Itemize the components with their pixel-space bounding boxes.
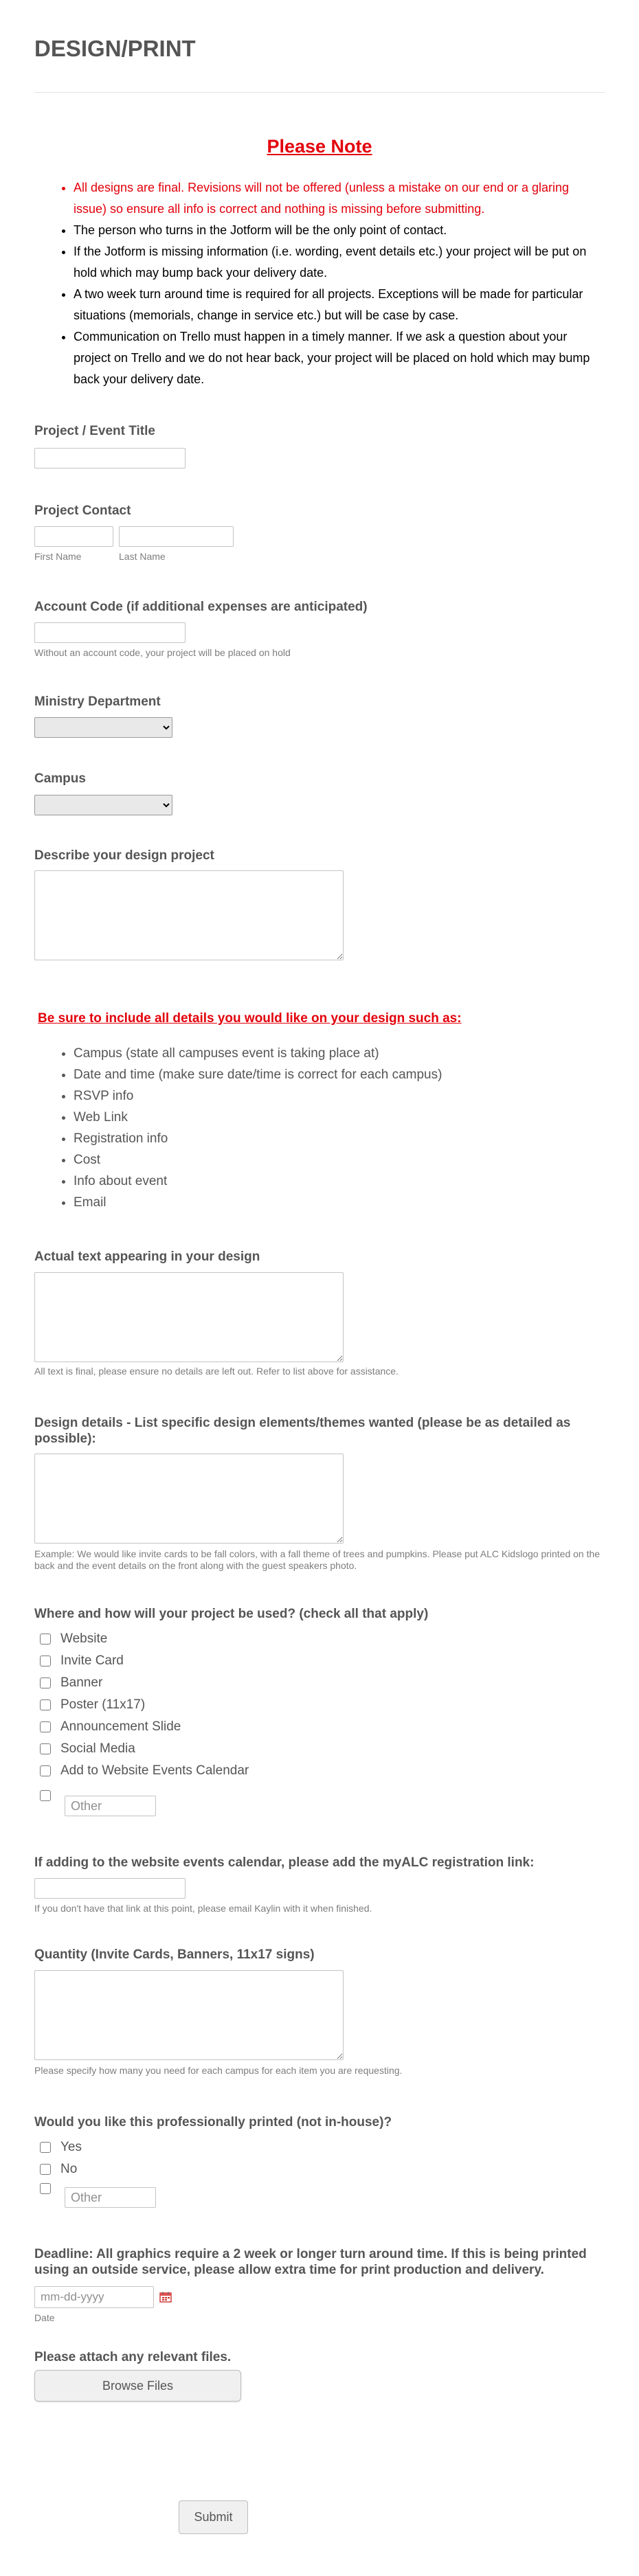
- quantity-hint: Please specify how many you need for each campus for each item you are requesting.: [34, 2065, 403, 2076]
- account-code-input[interactable]: [34, 622, 186, 643]
- include-item: • Date and time (make sure date/time is correct for each campus): [74, 1064, 442, 1085]
- usage-options: [40, 1628, 249, 1782]
- printed-label: Would you like this professionally printed (not in-house)?: [34, 2115, 392, 2129]
- note-item: • If the Jotform is missing information (i.e. wording, event details etc.) your project will be put on hold which may bump back your delivery date.: [74, 241, 605, 284]
- include-item: • Web Link: [74, 1107, 442, 1128]
- checkbox[interactable]: [40, 1765, 51, 1776]
- note-item: • The person who turns in the Jotform will be the only point of contact.: [74, 220, 605, 241]
- project-title-label: Project / Event Title: [34, 424, 155, 438]
- option-label: Announcement Slide: [60, 1719, 181, 1734]
- printed-option-no[interactable]: [40, 2158, 82, 2180]
- first-name-sublabel: First Name: [34, 551, 82, 562]
- calendar-link-input[interactable]: [34, 1878, 186, 1899]
- project-title-input[interactable]: [34, 448, 186, 468]
- printed-other-checkbox[interactable]: [40, 2183, 51, 2194]
- design-details-hint: Example: We would like invite cards to be fall colors, with a fall theme of trees and pumpkins. Please put ALC Kidslogo printed on the back and the event details on the front along with the guest speakers photo.: [34, 1548, 601, 1571]
- usage-option-poster[interactable]: [40, 1694, 249, 1716]
- option-label: Banner: [60, 1675, 103, 1690]
- quantity-label: Quantity (Invite Cards, Banners, 11x17 signs): [34, 1947, 315, 1962]
- note-item: • All designs are final. Revisions will not be offered (unless a mistake on our end or a glaring issue) so ensure all info is correct and nothing is missing before submitting.: [74, 177, 605, 220]
- checkbox[interactable]: [40, 1634, 51, 1645]
- submit-button[interactable]: Submit: [179, 2500, 248, 2534]
- actual-text-textarea[interactable]: [34, 1272, 344, 1362]
- title-divider: [34, 92, 605, 93]
- checkbox[interactable]: [40, 2142, 51, 2153]
- option-label: Poster (11x17): [60, 1697, 146, 1712]
- actual-text-label: Actual text appearing in your design: [34, 1250, 260, 1264]
- account-code-label: Account Code (if additional expenses are anticipated): [34, 600, 368, 614]
- note-heading: Please Note: [267, 136, 372, 157]
- calendar-link-hint: If you don't have that link at this point, please email Kaylin with it when finished.: [34, 1903, 372, 1914]
- actual-text-hint: All text is final, please ensure no details are left out. Refer to list above for assistance.: [34, 1366, 399, 1377]
- option-label: No: [60, 2162, 78, 2176]
- checkbox[interactable]: [40, 2164, 51, 2175]
- include-item: • Email: [74, 1192, 442, 1213]
- usage-option-banner[interactable]: [40, 1672, 249, 1694]
- include-item: • Cost: [74, 1149, 442, 1171]
- option-label: Social Media: [60, 1741, 135, 1756]
- include-heading: Be sure to include all details you would like on your design such as:: [38, 1011, 462, 1026]
- usage-option-website[interactable]: [40, 1628, 249, 1650]
- include-item: • RSVP info: [74, 1085, 442, 1107]
- usage-option-announcement-slide[interactable]: [40, 1716, 249, 1738]
- printed-options: [40, 2136, 82, 2180]
- browse-files-button[interactable]: Browse Files: [34, 2370, 241, 2402]
- deadline-date-input[interactable]: [34, 2286, 154, 2308]
- ministry-label: Ministry Department: [34, 694, 161, 709]
- usage-option-invite-card[interactable]: [40, 1650, 249, 1672]
- checkbox[interactable]: [40, 1677, 51, 1688]
- calendar-link-label: If adding to the website events calendar, please add the myALC registration link:: [34, 1855, 535, 1870]
- calendar-icon[interactable]: [159, 2292, 172, 2303]
- campus-select[interactable]: [34, 795, 172, 815]
- include-list: [34, 1043, 442, 1213]
- checkbox[interactable]: [40, 1699, 51, 1710]
- last-name-input[interactable]: [119, 526, 234, 547]
- printed-other-input[interactable]: [65, 2187, 156, 2208]
- describe-label: Describe your design project: [34, 848, 214, 863]
- last-name-sublabel: Last Name: [119, 551, 166, 562]
- account-code-hint: Without an account code, your project will be placed on hold: [34, 647, 291, 658]
- form-title: DESIGN/PRINT: [34, 36, 196, 61]
- first-name-input[interactable]: [34, 526, 113, 547]
- design-details-textarea[interactable]: [34, 1454, 344, 1544]
- checkbox[interactable]: [40, 1743, 51, 1754]
- option-label: Yes: [60, 2140, 82, 2154]
- usage-option-events-calendar[interactable]: [40, 1760, 249, 1782]
- printed-option-yes[interactable]: [40, 2136, 82, 2158]
- usage-option-social-media[interactable]: [40, 1738, 249, 1760]
- project-contact-label: Project Contact: [34, 504, 131, 518]
- note-item: • Communication on Trello must happen in a timely manner. If we ask a question about your project on Trello and we do not hear back, your project will be placed on hold which may bump back your delivery date.: [74, 326, 605, 390]
- usage-other-input[interactable]: [65, 1796, 156, 1816]
- include-item: • Registration info: [74, 1128, 442, 1149]
- option-label: Invite Card: [60, 1653, 124, 1668]
- checkbox[interactable]: [40, 1721, 51, 1732]
- ministry-select[interactable]: [34, 717, 172, 738]
- describe-textarea[interactable]: [34, 870, 344, 960]
- include-item: • Campus (state all campuses event is taking place at): [74, 1043, 442, 1064]
- attach-label: Please attach any relevant files.: [34, 2350, 232, 2364]
- usage-other-checkbox[interactable]: [40, 1790, 51, 1801]
- checkbox[interactable]: [40, 1656, 51, 1667]
- note-list: [34, 177, 605, 390]
- include-item: • Info about event: [74, 1171, 442, 1192]
- option-label: Website: [60, 1631, 108, 1646]
- usage-label: Where and how will your project be used? (check all that apply): [34, 1607, 429, 1621]
- deadline-label: Deadline: All graphics require a 2 week or longer turn around time. If this is being printed using an outside service, please allow extra time for print production and delivery.: [34, 2247, 587, 2277]
- campus-label: Campus: [34, 771, 86, 786]
- design-details-label: Design details - List specific design elements/themes wanted (please be as detailed as possible):: [34, 1416, 571, 1446]
- quantity-textarea[interactable]: [34, 1970, 344, 2060]
- deadline-sublabel: Date: [34, 2312, 55, 2323]
- note-item: • A two week turn around time is required for all projects. Exceptions will be made for particular situations (memorials, change in service etc.) but will be case by case.: [74, 284, 605, 326]
- option-label: Add to Website Events Calendar: [60, 1763, 249, 1778]
